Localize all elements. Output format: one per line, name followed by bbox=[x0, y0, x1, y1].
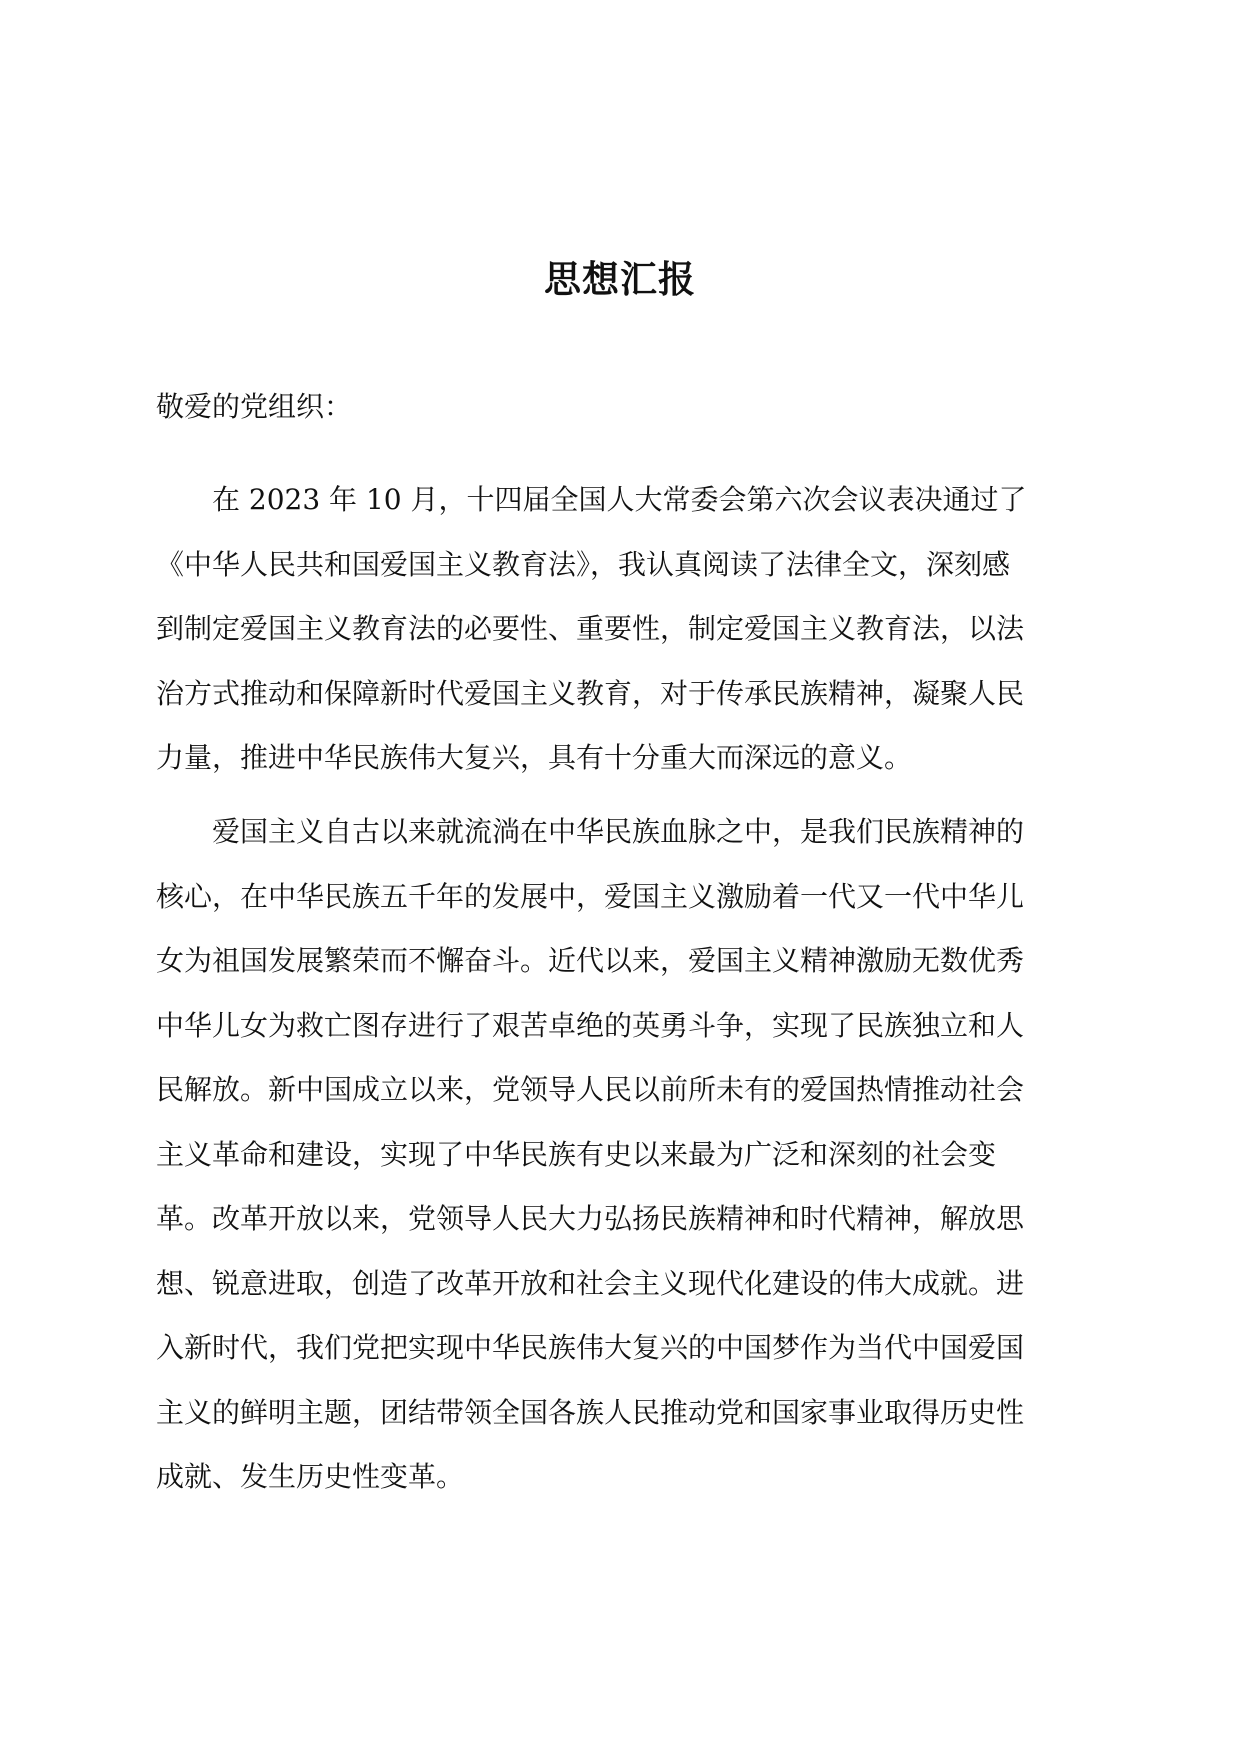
paragraph-line: 入新时代，我们党把实现中华民族伟大复兴的中国梦作为当代中国爱国 bbox=[156, 1331, 1025, 1364]
paragraph-line: 民解放。新中国成立以来，党领导人民以前所未有的爱国热情推动社会 bbox=[156, 1073, 1025, 1106]
salutation: 敬爱的党组织： bbox=[156, 390, 353, 423]
paragraph-line: 在 2023 年 10 月，十四届全国人大常委会第六次会议表决通过了 bbox=[212, 483, 1027, 516]
paragraph-line: 革。改革开放以来，党领导人民大力弘扬民族精神和时代精神，解放思 bbox=[156, 1202, 1025, 1235]
paragraph-2 bbox=[156, 800, 1084, 1510]
paragraph-line: 治方式推动和保障新时代爱国主义教育，对于传承民族精神，凝聚人民 bbox=[156, 676, 1025, 710]
paragraph-line: 主义革命和建设，实现了中华民族有史以来最为广泛和深刻的社会变 bbox=[156, 1137, 997, 1171]
paragraph-line: 女为祖国发展繁荣而不懈奋斗。近代以来，爱国主义精神激励无数优秀 bbox=[156, 944, 1025, 977]
paragraph-line: 主义的鲜明主题，团结带领全国各族人民推动党和国家事业取得历史性 bbox=[156, 1395, 1025, 1429]
paragraph-line: 核心，在中华民族五千年的发展中，爱国主义激励着一代又一代中华儿 bbox=[156, 879, 1025, 913]
paragraph-1 bbox=[156, 468, 1084, 791]
paragraph-line: 爱国主义自古以来就流淌在中华民族血脉之中，是我们民族精神的 bbox=[212, 815, 1025, 848]
paragraph-line: 《中华人民共和国爱国主义教育法》，我认真阅读了法律全文，深刻感 bbox=[156, 547, 1011, 581]
paragraph-line: 成就、发生历史性变革。 bbox=[156, 1460, 465, 1493]
paragraph-line: 中华儿女为救亡图存进行了艰苦卓绝的英勇斗争，实现了民族独立和人 bbox=[156, 1008, 1025, 1042]
paragraph-line: 想、锐意进取，创造了改革开放和社会主义现代化建设的伟大成就。进 bbox=[156, 1266, 1025, 1300]
document-title: 思想汇报 bbox=[544, 258, 696, 301]
paragraph-line: 到制定爱国主义教育法的必要性、重要性，制定爱国主义教育法，以法 bbox=[156, 612, 1025, 645]
paragraph-line: 力量，推进中华民族伟大复兴，具有十分重大而深远的意义。 bbox=[156, 741, 913, 774]
